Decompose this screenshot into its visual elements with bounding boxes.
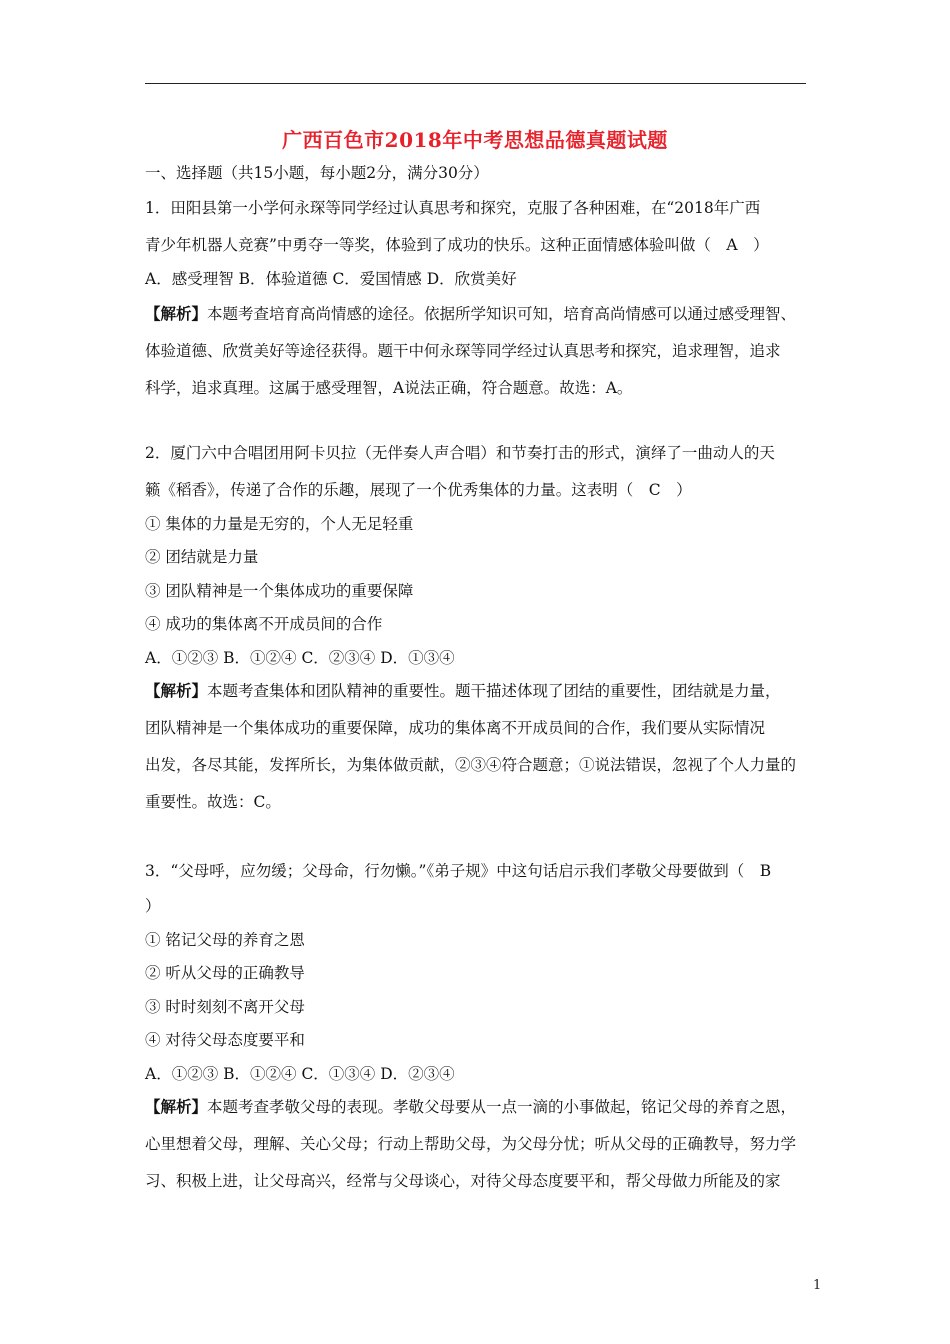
q2-statement-4: ④ 成功的集体离不开成员间的合作	[145, 615, 383, 633]
q1-stem-line-2: 青少年机器人竞赛”中勇夺一等奖，体验到了成功的快乐。这种正面情感体验叫做（ A ）	[145, 236, 769, 254]
q3-stem-line-2: ）	[145, 897, 161, 915]
q1-stem-line-1: 1．田阳县第一小学何永琛等同学经过认真思考和探究，克服了各种困难，在“2018年广西	[145, 199, 761, 217]
q3-statement-3: ③ 时时刻刻不离开父母	[145, 998, 305, 1016]
q2-analysis-line-2: 团队精神是一个集体成功的重要保障，成功的集体离不开成员间的合作，我们要从实际情况	[145, 719, 766, 737]
q1-analysis-line-1	[145, 302, 796, 324]
q2-statement-3: ③ 团队精神是一个集体成功的重要保障	[145, 582, 414, 600]
q2-analysis-line-1	[145, 679, 781, 701]
q2-stem-line-1: 2．厦门六中合唱团用阿卡贝拉（无伴奏人声合唱）和节奏打击的形式，演绎了一曲动人的天	[145, 444, 775, 462]
q2-statement-1: ① 集体的力量是无穷的，个人无足轻重	[145, 515, 414, 533]
q3-statement-4: ④ 对待父母态度要平和	[145, 1031, 305, 1049]
q3-statement-1: ① 铭记父母的养育之恩	[145, 931, 305, 949]
analysis-text: 本题考查集体和团队精神的重要性。题干描述体现了团结的重要性，团结就是力量，	[207, 682, 781, 700]
q2-analysis-line-3: 出发，各尽其能，发挥所长，为集体做贡献，②③④符合题意；①说法错误，忽视了个人力量的	[145, 756, 797, 774]
q3-statement-2: ② 听从父母的正确教导	[145, 964, 305, 982]
q3-analysis-line-3: 习、积极上进，让父母高兴，经常与父母谈心，对待父母态度要平和，帮父母做力所能及的家	[145, 1172, 781, 1190]
analysis-tag: 【解析】	[145, 304, 208, 323]
header-rule	[145, 83, 806, 84]
q2-stem-line-2: 籁《稻香》，传递了合作的乐趣，展现了一个优秀集体的力量。这表明（ C ）	[145, 481, 692, 499]
q2-statement-2: ② 团结就是力量	[145, 548, 259, 566]
q3-analysis-line-1	[145, 1095, 796, 1117]
q1-analysis-line-3: 科学，追求真理。这属于感受理智，A说法正确，符合题意。故选：A。	[145, 379, 633, 397]
section-heading: 一、选择题（共15小题，每小题2分，满分30分）	[145, 164, 489, 182]
q3-stem-line-1: 3．“父母呼，应勿缓；父母命，行勿懒。”《弟子规》中这句话启示我们孝敬父母要做到（ B	[145, 862, 772, 880]
analysis-text: 本题考查孝敬父母的表现。孝敬父母要从一点一滴的小事做起，铭记父母的养育之恩，	[207, 1098, 797, 1116]
analysis-tag: 【解析】	[145, 1097, 208, 1116]
q3-analysis-line-2: 心里想着父母，理解、关心父母；行动上帮助父母，为父母分忧；听从父母的正确教导，努力学	[145, 1135, 797, 1153]
q3-options: A．①②③ B．①②④ C．①③④ D．②③④	[145, 1065, 455, 1083]
q1-options: A．感受理智 B．体验道德 C．爱国情感 D．欣赏美好	[145, 270, 517, 288]
q2-analysis-line-4: 重要性。故选：C。	[145, 793, 281, 811]
q2-options: A．①②③ B．①②④ C．②③④ D．①③④	[145, 649, 455, 667]
page-number: 1	[813, 1278, 822, 1293]
page-title: 广西百色市2018年中考思想品德真题试题	[282, 128, 668, 152]
analysis-text: 本题考查培育高尚情感的途径。依据所学知识可知，培育高尚情感可以通过感受理智、	[207, 305, 797, 323]
analysis-tag: 【解析】	[145, 681, 208, 700]
q1-analysis-line-2: 体验道德、欣赏美好等途径获得。题干中何永琛等同学经过认真思考和探究，追求理智，追求	[145, 342, 781, 360]
